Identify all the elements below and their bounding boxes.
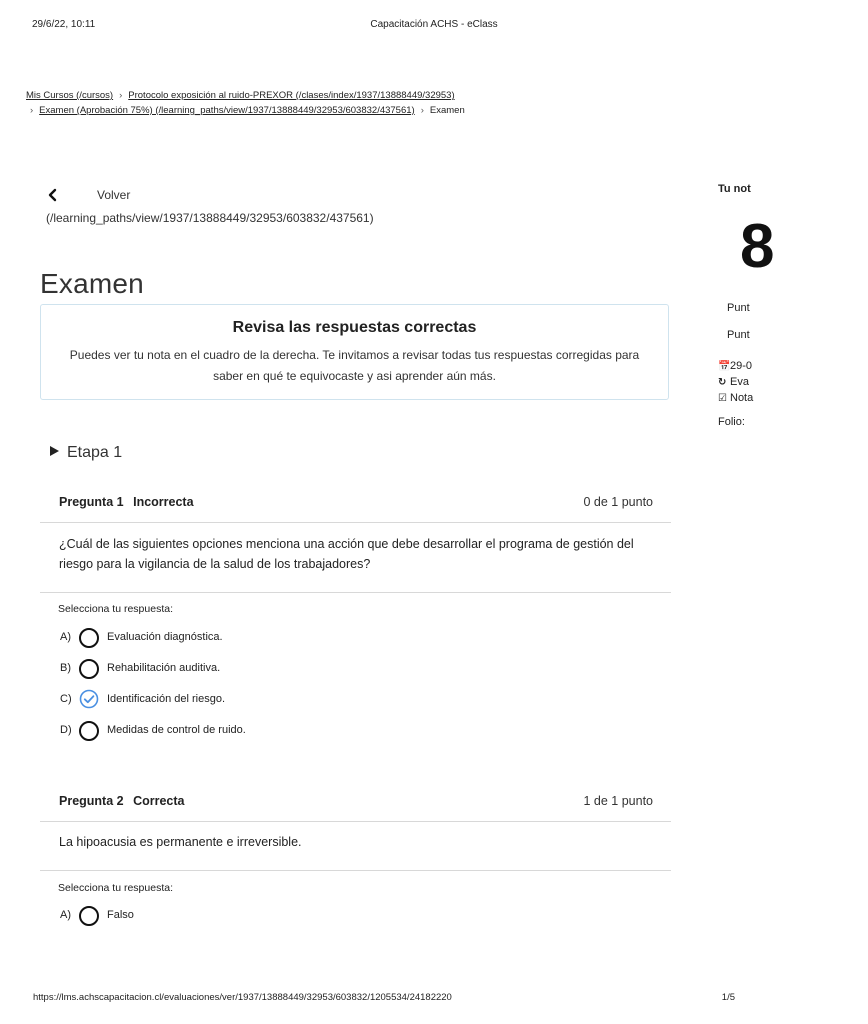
question-status: Correcta bbox=[133, 794, 185, 808]
print-page-number: 1/5 bbox=[721, 992, 735, 1003]
option-letter: A) bbox=[60, 631, 71, 643]
print-url: https://lms.achscapacitacion.cl/evaluaciones/ver/1937/13888449/32953/603832/1205534/24182220 bbox=[33, 992, 452, 1003]
breadcrumb-separator: › bbox=[420, 105, 424, 116]
breadcrumb-separator: › bbox=[119, 90, 123, 101]
calendar-icon: 📅 bbox=[718, 361, 731, 372]
question-header bbox=[59, 794, 653, 808]
radio-empty-icon[interactable] bbox=[79, 906, 99, 926]
back-path[interactable]: (/learning_paths/view/1937/13888449/32953/603832/437561) bbox=[46, 211, 374, 225]
question-number: Pregunta 2 bbox=[59, 794, 124, 808]
radio-empty-icon[interactable] bbox=[79, 659, 99, 679]
option-letter: D) bbox=[60, 724, 72, 736]
chevron-left-icon[interactable] bbox=[46, 188, 60, 202]
question-text: La hipoacusia es permanente e irreversible. bbox=[59, 835, 302, 849]
question-text: ¿Cuál de las siguientes opciones menciona una acción que debe desarrollar el programa de gestión del riesgo para la vigilancia de la salud de los trabajadores? bbox=[59, 537, 634, 571]
nota-value: Nota bbox=[730, 392, 754, 404]
print-footer bbox=[33, 992, 735, 1003]
option-text[interactable]: Evaluación diagnóstica. bbox=[107, 631, 223, 643]
select-label: Selecciona tu respuesta: bbox=[58, 882, 173, 894]
divider bbox=[40, 522, 671, 523]
option-letter: C) bbox=[60, 693, 72, 705]
divider bbox=[40, 821, 671, 822]
grade-digit: 8 bbox=[740, 212, 775, 281]
checkbox-icon: ☑ bbox=[718, 393, 727, 404]
breadcrumb-mis-cursos[interactable]: Mis Cursos (/cursos) bbox=[26, 90, 114, 101]
breadcrumb-examen-aprobacion[interactable]: Examen (Aprobación 75%) (/learning_paths/view/1937/13888449/32953/603832/437561) bbox=[39, 105, 415, 116]
breadcrumb-separator: › bbox=[30, 105, 34, 116]
grade-value bbox=[738, 212, 775, 281]
option-letter: B) bbox=[60, 662, 71, 674]
option-text[interactable]: Rehabilitación auditiva. bbox=[107, 662, 221, 674]
question-number: Pregunta 1 bbox=[59, 495, 124, 509]
option-text[interactable]: Identificación del riesgo. bbox=[107, 693, 226, 705]
page-title: Examen bbox=[40, 268, 144, 299]
caret-right-icon[interactable] bbox=[50, 446, 59, 456]
print-title: Capacitación ACHS - eClass bbox=[370, 19, 498, 30]
radio-empty-icon[interactable] bbox=[79, 628, 99, 648]
date-line bbox=[718, 360, 752, 372]
back-label[interactable]: Volver bbox=[97, 188, 131, 202]
divider bbox=[40, 870, 671, 871]
divider bbox=[40, 592, 671, 593]
folio-label: Folio: bbox=[718, 416, 745, 428]
question-status: Incorrecta bbox=[133, 495, 194, 509]
check-circle-icon[interactable] bbox=[79, 689, 99, 709]
points-label: Punt bbox=[727, 329, 750, 341]
question-header bbox=[59, 495, 653, 509]
option-text[interactable]: Medidas de control de ruido. bbox=[107, 724, 246, 736]
option-text[interactable]: Falso bbox=[107, 909, 134, 921]
notice-title: Revisa las respuestas correctas bbox=[232, 319, 477, 336]
notice-box bbox=[40, 304, 669, 400]
nota-line bbox=[718, 392, 753, 404]
notice-body: Puedes ver tu nota en el cuadro de la derecha. Te invitamos a revisar todas tus respuestas corregidas para saber en qué te equivocaste y asi aprender aún más. bbox=[69, 348, 640, 383]
points-label: Punt bbox=[727, 302, 750, 314]
print-date: 29/6/22, 10:11 bbox=[32, 19, 96, 30]
question-points: 0 de 1 punto bbox=[583, 495, 653, 509]
refresh-icon: ↻ bbox=[718, 377, 727, 388]
breadcrumb-current: Examen bbox=[429, 105, 465, 116]
option-letter: A) bbox=[60, 909, 71, 921]
stage-toggle[interactable] bbox=[50, 444, 122, 462]
date-value: 29-0 bbox=[730, 360, 753, 372]
select-label: Selecciona tu respuesta: bbox=[58, 603, 173, 615]
breadcrumb-protocolo[interactable]: Protocolo exposición al ruido-PREXOR (/clases/index/1937/13888449/32953) bbox=[128, 90, 455, 101]
breadcrumb bbox=[26, 88, 465, 118]
stage-label[interactable]: Etapa 1 bbox=[67, 444, 123, 461]
question-points: 1 de 1 punto bbox=[583, 794, 653, 808]
eval-line bbox=[718, 376, 749, 388]
eval-value: Eva bbox=[730, 376, 749, 388]
radio-empty-icon[interactable] bbox=[79, 721, 99, 741]
grade-panel-title: Tu not bbox=[718, 183, 751, 195]
